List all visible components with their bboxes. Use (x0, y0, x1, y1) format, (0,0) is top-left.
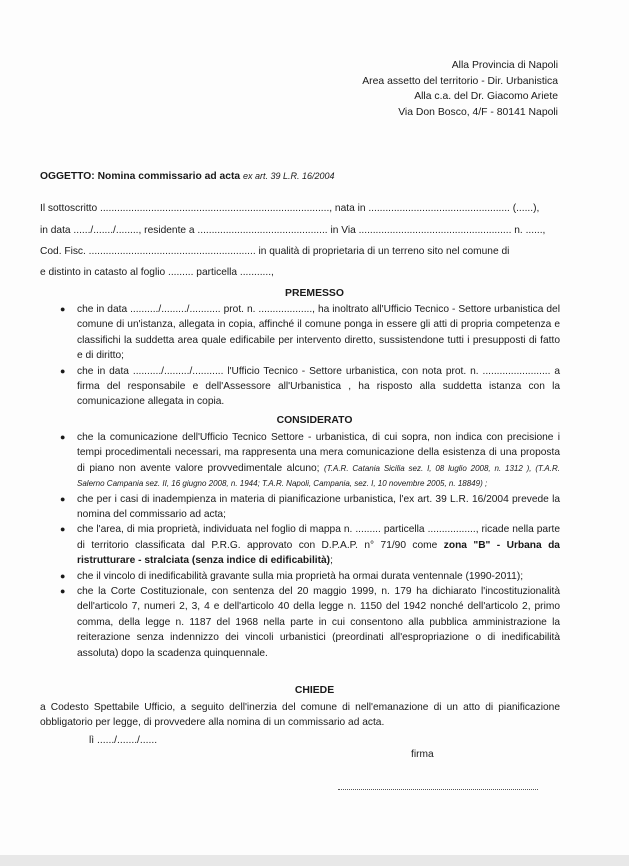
bullet-icon: ● (60, 586, 66, 597)
heading-considerato: CONSIDERATO (276, 415, 353, 426)
scan-bottom-edge (0, 855, 629, 866)
zone-classification: zona "B" - Urbana da ristrutturare - stralciata (senza indice di edificabilità) (77, 539, 560, 567)
subject-label: OGGETTO: (40, 171, 95, 182)
subject-reference: ex art. 39 L.R. 16/2004 (242, 171, 335, 181)
bullet-icon: ● (60, 304, 66, 314)
form-line-2: in data ....../......./........, residente a .............................................. in Via ...................................................... n. ......, (40, 225, 546, 236)
bullet-icon: ● (60, 432, 66, 442)
list-item: ● che per i casi di inadempienza in materia di pianificazione urbanistica, l'ex art. 39 L.R. 16/2004 prevede la nomina del commissario ad acta; (60, 493, 560, 521)
list-item: ● che l'area, di mia proprietà, individuata nel foglio di mappa n. ......... particella ................., ricade nella parte di territorio classificata dal P.R.G. approvato con D.P.A.P. n° 71/90 come zona "B" - Urbana da ristrutturare - stralciata (senza indice di edificabilità); (60, 524, 560, 567)
bullet-icon: ● (60, 524, 66, 535)
signature-line (338, 789, 538, 790)
recipient-block (362, 58, 558, 120)
list-item: ● che il vincolo di inedificabilità gravante sulla mia proprietà ha ormai durata ventennale (1990-2011); (60, 569, 560, 584)
citation: (T.A.R. Catania Sicilia sez. I, 08 luglio 2008, n. 1312 ), (T.A.R. Salerno Campania sez. II, 16 giugno 2008, n. 1944; T.A.R. Napoli, Campania, sez. I, 10 novembre 2005, n. 18849) ; (77, 463, 560, 489)
bullet-icon: ● (60, 493, 66, 504)
recipient-line: Alla Provincia di Napoli (451, 60, 558, 71)
date-line: lì ....../......./...... (89, 735, 158, 746)
list-item: ● che in data ........../........./........... prot. n. ..................., ha inoltrato all'Ufficio Tecnico - Settore urbanistica del comune di un'istanza, allegata in copia, affinché il comune ponga in essere gli atti di propria competenza e classifichi la suddetta area quale edificabile per intervento diretto, sussistendone tutti i presupposti di fatto e di diritto; (60, 304, 560, 362)
list-item: ● che in data ........../........./........... l'Ufficio Tecnico - Settore urbanistica, con nota prot. n. ........................ a firma del responsabile e dell'Assessore all'Urbanistica , ha risposto alla suddetta istanza con la comunicazione allegata in copia. (60, 365, 560, 408)
subject-title: Nomina commissario ad acta (97, 171, 241, 182)
bullet-icon: ● (60, 570, 66, 581)
bullet-icon: ● (60, 365, 66, 376)
premesso-list (60, 302, 560, 410)
form-line-1: Il sottoscritto ................................................................................., nata in .................................................. (......), (40, 203, 540, 214)
chiede-paragraph: a Codesto Spettabile Ufficio, a seguito dell'inerzia del comune di nell'emanazione di un atto di pianificazione obbligatorio per legge, di provvedere alla nomina di un commissario ad acta. (40, 702, 560, 729)
recipient-line: Alla c.a. del Dr. Giacomo Ariete (414, 91, 558, 102)
subject-line (40, 171, 335, 182)
form-line-4: e distinto in catasto al foglio ......... particella ..........., (40, 267, 274, 278)
recipient-line: Area assetto del territorio - Dir. Urbanistica (362, 75, 558, 87)
list-item: ● che la Corte Costituzionale, con sentenza del 20 maggio 1999, n. 179 ha dichiarato l'incostituzionalità dell'articolo 7, numeri 2, 3, 4 e dell'articolo 40 della legge n. 1150 del 1942 nonché dell'articolo 2, primo comma, della legge n. 1187 del 1968 nella parte in cui consentono alla pubblica amministrazione la reiterazione senza indennizzo dei vincoli urbanistici (preordinati all'espropriazione o di inedificabilità assoluta) dopo la scadenza quinquennale. (60, 586, 560, 659)
list-item: ● che la comunicazione dell'Ufficio Tecnico Settore - urbanistica, di cui sopra, non indica con precisione i tempi procedimentali necessari, ma rappresenta una mera comunicazione della esistenza di una proposta di piano non avente valore provvedimentale alcuno; (T.A.R. Catania Sicilia sez. I, 08 luglio 2008, n. 1312 ), (T.A.R. Salerno Campania sez. II, 16 giugno 2008, n. 1944; T.A.R. Napoli, Campania, sez. I, 10 novembre 2005, n. 18849) ; (60, 432, 560, 489)
form-line-3: Cod. Fisc. ........................................................... in qualità di proprietaria di un terreno sito nel comune di (40, 246, 510, 257)
heading-premesso: PREMESSO (285, 288, 344, 299)
considerato-list (60, 430, 560, 661)
heading-chiede: CHIEDE (294, 685, 335, 696)
recipient-line: Via Don Bosco, 4/F - 80141 Napoli (398, 106, 558, 118)
signature-label: firma (411, 749, 434, 760)
